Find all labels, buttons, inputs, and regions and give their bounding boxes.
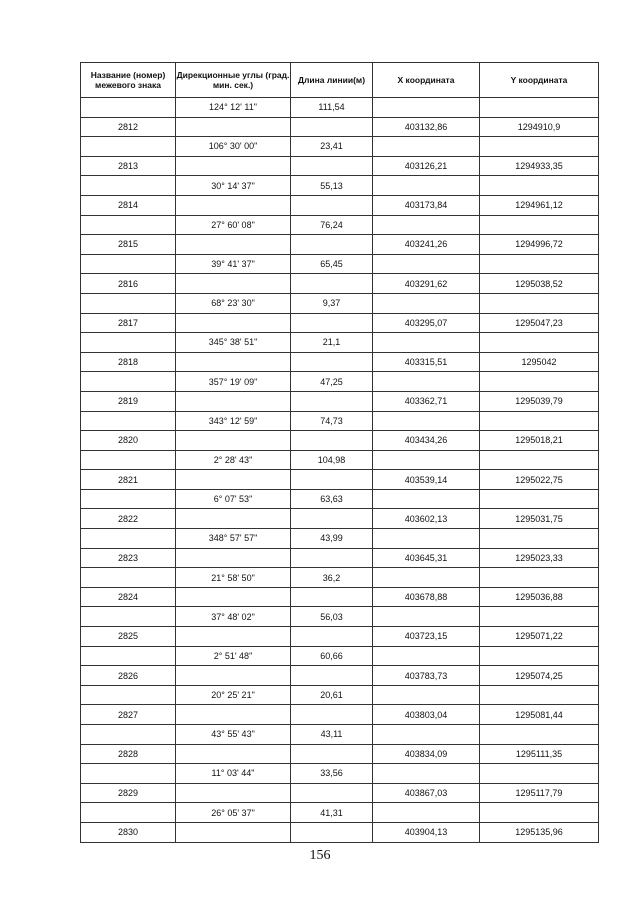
cell-x-coordinate: 403867,03	[373, 783, 480, 803]
cell-direction-angle: 2° 28' 43"	[176, 450, 291, 470]
table-row	[81, 411, 599, 431]
cell-marker-name	[81, 254, 176, 274]
cell-marker-name	[81, 137, 176, 157]
cell-marker-name	[81, 450, 176, 470]
cell-direction-angle	[176, 470, 291, 490]
table-row	[81, 352, 599, 372]
table-row	[81, 685, 599, 705]
cell-marker-name: 2815	[81, 235, 176, 255]
cell-marker-name	[81, 685, 176, 705]
cell-direction-angle	[176, 509, 291, 529]
cell-x-coordinate	[373, 685, 480, 705]
cell-line-length: 20,61	[291, 685, 373, 705]
cell-y-coordinate	[480, 568, 599, 588]
cell-direction-angle	[176, 391, 291, 411]
table-row	[81, 137, 599, 157]
cell-marker-name: 2816	[81, 274, 176, 294]
cell-y-coordinate: 1295038,52	[480, 274, 599, 294]
header-line-length: Длина линии(м)	[291, 63, 373, 98]
cell-line-length: 60,66	[291, 646, 373, 666]
cell-y-coordinate: 1295018,21	[480, 431, 599, 451]
cell-line-length	[291, 195, 373, 215]
cell-line-length	[291, 783, 373, 803]
cell-line-length: 33,56	[291, 764, 373, 784]
cell-y-coordinate: 1295031,75	[480, 509, 599, 529]
cell-y-coordinate	[480, 372, 599, 392]
table-row	[81, 568, 599, 588]
cell-y-coordinate	[480, 450, 599, 470]
table-row	[81, 666, 599, 686]
cell-line-length	[291, 705, 373, 725]
cell-y-coordinate	[480, 254, 599, 274]
cell-line-length: 43,11	[291, 725, 373, 745]
table-row	[81, 803, 599, 823]
cell-line-length: 76,24	[291, 215, 373, 235]
cell-x-coordinate: 403291,62	[373, 274, 480, 294]
cell-direction-angle	[176, 313, 291, 333]
cell-y-coordinate: 1295135,96	[480, 822, 599, 842]
cell-direction-angle	[176, 705, 291, 725]
cell-x-coordinate: 403173,84	[373, 195, 480, 215]
cell-marker-name: 2829	[81, 783, 176, 803]
cell-x-coordinate: 403315,51	[373, 352, 480, 372]
cell-direction-angle: 357° 19' 09"	[176, 372, 291, 392]
cell-marker-name	[81, 176, 176, 196]
cell-y-coordinate	[480, 215, 599, 235]
cell-x-coordinate: 403241,26	[373, 235, 480, 255]
page-number: 156	[309, 848, 331, 863]
cell-y-coordinate: 1295071,22	[480, 627, 599, 647]
table-row	[81, 235, 599, 255]
cell-marker-name: 2812	[81, 117, 176, 137]
cell-direction-angle	[176, 744, 291, 764]
cell-y-coordinate: 1295047,23	[480, 313, 599, 333]
cell-y-coordinate	[480, 607, 599, 627]
cell-x-coordinate	[373, 293, 480, 313]
cell-line-length: 74,73	[291, 411, 373, 431]
cell-marker-name: 2819	[81, 391, 176, 411]
cell-x-coordinate: 403645,31	[373, 548, 480, 568]
table-row	[81, 293, 599, 313]
cell-x-coordinate: 403539,14	[373, 470, 480, 490]
cell-line-length: 104,98	[291, 450, 373, 470]
cell-y-coordinate	[480, 646, 599, 666]
cell-line-length: 23,41	[291, 137, 373, 157]
cell-direction-angle: 124° 12' 11"	[176, 98, 291, 118]
cell-marker-name: 2826	[81, 666, 176, 686]
cell-line-length	[291, 470, 373, 490]
cell-y-coordinate	[480, 333, 599, 353]
cell-direction-angle	[176, 352, 291, 372]
cell-marker-name: 2830	[81, 822, 176, 842]
cell-x-coordinate	[373, 725, 480, 745]
cell-marker-name: 2821	[81, 470, 176, 490]
cell-y-coordinate: 1295039,79	[480, 391, 599, 411]
cell-x-coordinate	[373, 372, 480, 392]
cell-marker-name	[81, 803, 176, 823]
cell-x-coordinate: 403723,15	[373, 627, 480, 647]
cell-line-length	[291, 627, 373, 647]
table-row	[81, 470, 599, 490]
cell-x-coordinate: 403602,13	[373, 509, 480, 529]
table-row	[81, 509, 599, 529]
cell-line-length: 47,25	[291, 372, 373, 392]
table-row	[81, 764, 599, 784]
cell-line-length: 65,45	[291, 254, 373, 274]
cell-direction-angle: 43° 55' 43"	[176, 725, 291, 745]
cell-direction-angle	[176, 822, 291, 842]
cell-direction-angle	[176, 235, 291, 255]
cell-marker-name: 2825	[81, 627, 176, 647]
cell-marker-name: 2820	[81, 431, 176, 451]
cell-line-length: 21,1	[291, 333, 373, 353]
cell-x-coordinate	[373, 489, 480, 509]
cell-x-coordinate: 403678,88	[373, 587, 480, 607]
table-row	[81, 725, 599, 745]
cell-y-coordinate: 1295117,79	[480, 783, 599, 803]
cell-y-coordinate	[480, 137, 599, 157]
table-row	[81, 98, 599, 118]
cell-x-coordinate	[373, 529, 480, 549]
cell-y-coordinate	[480, 529, 599, 549]
cell-x-coordinate	[373, 568, 480, 588]
cell-direction-angle: 37° 48' 02"	[176, 607, 291, 627]
cell-line-length: 41,31	[291, 803, 373, 823]
cell-x-coordinate	[373, 411, 480, 431]
cell-x-coordinate: 403834,09	[373, 744, 480, 764]
cell-y-coordinate	[480, 176, 599, 196]
cell-marker-name	[81, 411, 176, 431]
cell-y-coordinate	[480, 293, 599, 313]
cell-marker-name	[81, 215, 176, 235]
table-row	[81, 431, 599, 451]
cell-direction-angle: 20° 25' 21"	[176, 685, 291, 705]
cell-y-coordinate: 1295042	[480, 352, 599, 372]
cell-marker-name	[81, 98, 176, 118]
cell-line-length	[291, 352, 373, 372]
cell-y-coordinate: 1294996,72	[480, 235, 599, 255]
cell-x-coordinate	[373, 176, 480, 196]
cell-direction-angle	[176, 156, 291, 176]
table-row	[81, 391, 599, 411]
cell-x-coordinate	[373, 98, 480, 118]
cell-direction-angle	[176, 548, 291, 568]
table-row	[81, 215, 599, 235]
table-row	[81, 274, 599, 294]
cell-marker-name: 2828	[81, 744, 176, 764]
cell-marker-name: 2817	[81, 313, 176, 333]
cell-marker-name: 2818	[81, 352, 176, 372]
cell-x-coordinate: 403434,26	[373, 431, 480, 451]
table-row	[81, 548, 599, 568]
cell-x-coordinate: 403132,86	[373, 117, 480, 137]
table-row	[81, 254, 599, 274]
cell-direction-angle	[176, 117, 291, 137]
cell-direction-angle: 39° 41' 37"	[176, 254, 291, 274]
cell-y-coordinate: 1295036,88	[480, 587, 599, 607]
cell-x-coordinate	[373, 333, 480, 353]
cell-marker-name	[81, 333, 176, 353]
cell-direction-angle	[176, 783, 291, 803]
cell-marker-name	[81, 764, 176, 784]
cell-direction-angle	[176, 587, 291, 607]
cell-line-length: 55,13	[291, 176, 373, 196]
cell-direction-angle: 26° 05' 37"	[176, 803, 291, 823]
table-row	[81, 744, 599, 764]
cell-marker-name: 2827	[81, 705, 176, 725]
cell-x-coordinate	[373, 450, 480, 470]
cell-line-length	[291, 274, 373, 294]
cell-marker-name	[81, 568, 176, 588]
cell-direction-angle: 21° 58' 50"	[176, 568, 291, 588]
table-row	[81, 372, 599, 392]
cell-marker-name	[81, 529, 176, 549]
table-row	[81, 646, 599, 666]
table-row	[81, 627, 599, 647]
cell-x-coordinate: 403362,71	[373, 391, 480, 411]
cell-direction-angle: 348° 57' 57"	[176, 529, 291, 549]
cell-line-length	[291, 235, 373, 255]
table-row	[81, 822, 599, 842]
cell-line-length	[291, 666, 373, 686]
cell-x-coordinate	[373, 646, 480, 666]
header-y-coordinate: Y координата	[480, 63, 599, 98]
cell-direction-angle	[176, 431, 291, 451]
table-row	[81, 117, 599, 137]
cell-marker-name: 2814	[81, 195, 176, 215]
table-row	[81, 156, 599, 176]
cell-line-length: 63,63	[291, 489, 373, 509]
cell-x-coordinate	[373, 607, 480, 627]
table-header-row	[81, 63, 599, 98]
table-row	[81, 195, 599, 215]
table-row	[81, 489, 599, 509]
cell-marker-name: 2813	[81, 156, 176, 176]
table-row	[81, 176, 599, 196]
cell-direction-angle	[176, 274, 291, 294]
table-row	[81, 313, 599, 333]
cell-direction-angle	[176, 627, 291, 647]
cell-marker-name: 2822	[81, 509, 176, 529]
cell-direction-angle	[176, 195, 291, 215]
cell-marker-name	[81, 293, 176, 313]
table-body	[81, 98, 599, 843]
header-direction-angle: Дирекционные углы (град. мин. сек.)	[176, 63, 291, 98]
cell-y-coordinate	[480, 803, 599, 823]
cell-direction-angle: 27° 60' 08"	[176, 215, 291, 235]
cell-line-length: 43,99	[291, 529, 373, 549]
cell-y-coordinate	[480, 685, 599, 705]
cell-marker-name: 2823	[81, 548, 176, 568]
table-row	[81, 783, 599, 803]
cell-line-length	[291, 822, 373, 842]
table-row	[81, 333, 599, 353]
cell-line-length	[291, 587, 373, 607]
table-row	[81, 705, 599, 725]
cell-direction-angle	[176, 666, 291, 686]
cell-line-length	[291, 391, 373, 411]
cell-y-coordinate: 1295111,35	[480, 744, 599, 764]
cell-line-length	[291, 156, 373, 176]
cell-y-coordinate	[480, 98, 599, 118]
cell-y-coordinate	[480, 764, 599, 784]
cell-x-coordinate: 403126,21	[373, 156, 480, 176]
cell-marker-name: 2824	[81, 587, 176, 607]
cell-line-length	[291, 744, 373, 764]
cell-x-coordinate	[373, 803, 480, 823]
cell-direction-angle: 11° 03' 44"	[176, 764, 291, 784]
cell-direction-angle: 68° 23' 30"	[176, 293, 291, 313]
cell-marker-name	[81, 372, 176, 392]
cell-y-coordinate: 1295023,33	[480, 548, 599, 568]
cell-line-length: 111,54	[291, 98, 373, 118]
cell-direction-angle: 345° 38' 51"	[176, 333, 291, 353]
cell-y-coordinate: 1295081,44	[480, 705, 599, 725]
cell-direction-angle: 106° 30' 00"	[176, 137, 291, 157]
cell-line-length	[291, 548, 373, 568]
cell-y-coordinate: 1294910,9	[480, 117, 599, 137]
cell-line-length	[291, 117, 373, 137]
cell-x-coordinate: 403783,73	[373, 666, 480, 686]
header-x-coordinate: X координата	[373, 63, 480, 98]
cell-marker-name	[81, 607, 176, 627]
cell-direction-angle: 6° 07' 53"	[176, 489, 291, 509]
table-row	[81, 529, 599, 549]
coordinates-table	[80, 62, 599, 843]
cell-x-coordinate	[373, 254, 480, 274]
cell-direction-angle: 2° 51' 48"	[176, 646, 291, 666]
cell-x-coordinate	[373, 137, 480, 157]
cell-marker-name	[81, 646, 176, 666]
cell-x-coordinate: 403803,04	[373, 705, 480, 725]
cell-line-length	[291, 509, 373, 529]
cell-marker-name	[81, 725, 176, 745]
cell-y-coordinate	[480, 489, 599, 509]
cell-y-coordinate: 1295074,25	[480, 666, 599, 686]
cell-line-length	[291, 313, 373, 333]
cell-y-coordinate: 1294933,35	[480, 156, 599, 176]
cell-direction-angle: 30° 14' 37"	[176, 176, 291, 196]
cell-x-coordinate: 403295,07	[373, 313, 480, 333]
cell-y-coordinate: 1294961,12	[480, 195, 599, 215]
cell-y-coordinate	[480, 411, 599, 431]
cell-x-coordinate: 403904,13	[373, 822, 480, 842]
table-row	[81, 607, 599, 627]
cell-x-coordinate	[373, 215, 480, 235]
cell-direction-angle: 343° 12' 59"	[176, 411, 291, 431]
cell-y-coordinate	[480, 725, 599, 745]
cell-line-length: 36,2	[291, 568, 373, 588]
cell-x-coordinate	[373, 764, 480, 784]
cell-line-length	[291, 431, 373, 451]
header-marker-name: Название (номер) межевого знака	[81, 63, 176, 98]
cell-y-coordinate: 1295022,75	[480, 470, 599, 490]
cell-line-length: 9,37	[291, 293, 373, 313]
table-row	[81, 450, 599, 470]
cell-line-length: 56,03	[291, 607, 373, 627]
table-row	[81, 587, 599, 607]
cell-marker-name	[81, 489, 176, 509]
